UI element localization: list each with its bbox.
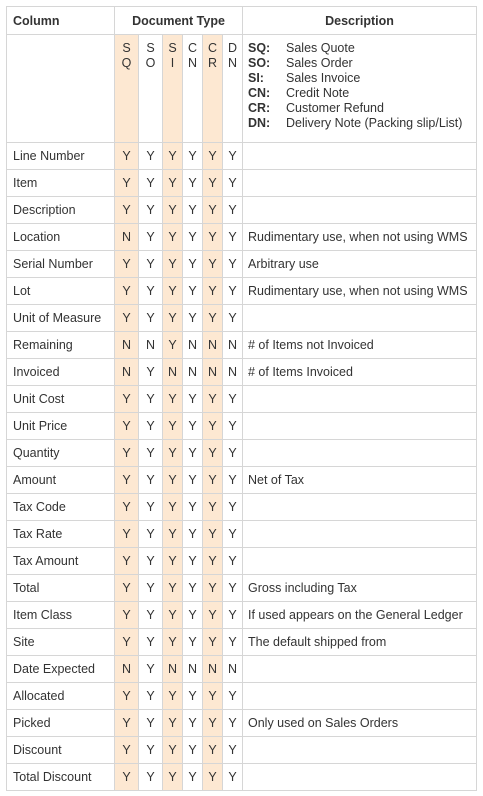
support-flag: Y <box>163 386 183 413</box>
support-flag: Y <box>163 548 183 575</box>
table-row <box>7 710 477 737</box>
doc-code-letter: N <box>187 56 198 70</box>
support-flag: Y <box>203 143 223 170</box>
support-flag: Y <box>139 170 163 197</box>
description-header: Description <box>243 7 477 35</box>
table-row <box>7 332 477 359</box>
row-label: Tax Rate <box>7 521 115 548</box>
support-flag: Y <box>115 575 139 602</box>
support-flag: N <box>115 332 139 359</box>
support-flag: Y <box>223 737 243 764</box>
legend-entry <box>248 86 476 101</box>
row-description: The default shipped from <box>243 629 477 656</box>
row-label: Invoiced <box>7 359 115 386</box>
support-flag: Y <box>203 170 223 197</box>
support-flag: Y <box>115 602 139 629</box>
support-flag: Y <box>139 386 163 413</box>
support-flag: Y <box>139 494 163 521</box>
legend-code: DN: <box>248 116 271 130</box>
support-flag: Y <box>223 575 243 602</box>
doc-code-letter: C <box>187 41 198 55</box>
row-label: Total <box>7 575 115 602</box>
support-flag: Y <box>203 386 223 413</box>
support-flag: Y <box>203 278 223 305</box>
doc-code-letter: O <box>145 56 156 70</box>
support-flag: Y <box>183 413 203 440</box>
table-row <box>7 224 477 251</box>
row-label: Item Class <box>7 602 115 629</box>
support-flag: Y <box>183 467 203 494</box>
support-flag: Y <box>223 548 243 575</box>
support-flag: Y <box>115 440 139 467</box>
table-row <box>7 413 477 440</box>
support-flag: Y <box>115 683 139 710</box>
support-flag: Y <box>115 197 139 224</box>
support-flag: Y <box>223 764 243 791</box>
legend-code: CN: <box>248 86 271 100</box>
row-label: Total Discount <box>7 764 115 791</box>
support-flag: Y <box>183 305 203 332</box>
support-flag: Y <box>183 683 203 710</box>
row-label: Tax Amount <box>7 548 115 575</box>
row-description: Arbitrary use <box>243 251 477 278</box>
support-flag: Y <box>115 170 139 197</box>
legend-name: Sales Order <box>286 56 353 70</box>
legend-entry <box>248 41 476 56</box>
support-flag: N <box>203 359 223 386</box>
support-flag: Y <box>163 305 183 332</box>
column-header: Column <box>7 7 115 35</box>
support-flag: Y <box>115 143 139 170</box>
support-flag: Y <box>139 413 163 440</box>
support-flag: Y <box>183 143 203 170</box>
legend-name: Sales Quote <box>286 41 355 55</box>
support-flag: Y <box>223 602 243 629</box>
support-flag: N <box>183 359 203 386</box>
support-flag: Y <box>163 332 183 359</box>
legend-code: SI: <box>248 71 264 85</box>
support-flag: Y <box>139 629 163 656</box>
support-flag: Y <box>223 278 243 305</box>
support-flag: N <box>163 656 183 683</box>
header-row <box>7 7 477 35</box>
doc-code-header <box>183 35 203 143</box>
doc-code-letter: D <box>227 41 238 55</box>
legend-entry <box>248 116 476 131</box>
support-flag: Y <box>183 251 203 278</box>
support-flag: Y <box>183 197 203 224</box>
row-label: Tax Code <box>7 494 115 521</box>
support-flag: Y <box>139 143 163 170</box>
doc-code-letter: C <box>207 41 218 55</box>
row-description <box>243 170 477 197</box>
doc-code-letter: I <box>170 56 175 70</box>
support-flag: Y <box>183 521 203 548</box>
row-description: Gross including Tax <box>243 575 477 602</box>
document-type-table <box>6 6 477 791</box>
support-flag: Y <box>139 656 163 683</box>
support-flag: Y <box>139 278 163 305</box>
support-flag: N <box>223 656 243 683</box>
support-flag: Y <box>223 467 243 494</box>
support-flag: Y <box>163 197 183 224</box>
legend-name: Customer Refund <box>286 101 384 115</box>
support-flag: Y <box>203 197 223 224</box>
table-row <box>7 251 477 278</box>
support-flag: Y <box>115 710 139 737</box>
support-flag: Y <box>163 224 183 251</box>
support-flag: Y <box>183 386 203 413</box>
support-flag: N <box>223 332 243 359</box>
support-flag: Y <box>163 494 183 521</box>
row-description <box>243 413 477 440</box>
support-flag: Y <box>203 737 223 764</box>
support-flag: N <box>163 359 183 386</box>
table-row <box>7 656 477 683</box>
row-description <box>243 197 477 224</box>
legend-code: SO: <box>248 56 271 70</box>
support-flag: Y <box>115 737 139 764</box>
support-flag: Y <box>183 629 203 656</box>
support-flag: Y <box>139 683 163 710</box>
support-flag: Y <box>223 629 243 656</box>
support-flag: Y <box>223 683 243 710</box>
support-flag: Y <box>223 197 243 224</box>
support-flag: Y <box>115 305 139 332</box>
row-label: Picked <box>7 710 115 737</box>
table-row <box>7 548 477 575</box>
support-flag: Y <box>203 548 223 575</box>
support-flag: Y <box>115 386 139 413</box>
support-flag: Y <box>223 710 243 737</box>
support-flag: Y <box>203 629 223 656</box>
document-type-header: Document Type <box>115 7 243 35</box>
support-flag: Y <box>203 440 223 467</box>
support-flag: Y <box>163 575 183 602</box>
row-label: Lot <box>7 278 115 305</box>
legend-code: SQ: <box>248 41 271 55</box>
table-row <box>7 440 477 467</box>
table-row <box>7 683 477 710</box>
table-row <box>7 494 477 521</box>
row-label: Discount <box>7 737 115 764</box>
support-flag: Y <box>139 521 163 548</box>
legend-entry <box>248 101 476 116</box>
row-description: # of Items not Invoiced <box>243 332 477 359</box>
table-row <box>7 737 477 764</box>
support-flag: Y <box>139 359 163 386</box>
support-flag: Y <box>115 467 139 494</box>
doc-code-letter: N <box>227 56 238 70</box>
support-flag: N <box>183 656 203 683</box>
table-row <box>7 629 477 656</box>
support-flag: Y <box>139 710 163 737</box>
table-row <box>7 602 477 629</box>
table-row <box>7 521 477 548</box>
table-row <box>7 305 477 332</box>
doc-code-header <box>115 35 139 143</box>
legend-name: Delivery Note (Packing slip/List) <box>286 116 463 130</box>
row-description: Rudimentary use, when not using WMS <box>243 224 477 251</box>
support-flag: Y <box>223 494 243 521</box>
row-description <box>243 683 477 710</box>
support-flag: Y <box>223 170 243 197</box>
support-flag: Y <box>115 548 139 575</box>
row-description <box>243 521 477 548</box>
row-description <box>243 305 477 332</box>
row-description: Only used on Sales Orders <box>243 710 477 737</box>
row-label: Item <box>7 170 115 197</box>
support-flag: Y <box>203 467 223 494</box>
table-row <box>7 143 477 170</box>
support-flag: Y <box>115 764 139 791</box>
legend-entry <box>248 71 476 86</box>
doc-code-letter: R <box>207 56 218 70</box>
doc-code-letter: S <box>122 41 131 55</box>
support-flag: Y <box>139 305 163 332</box>
support-flag: Y <box>203 305 223 332</box>
support-flag: Y <box>115 629 139 656</box>
document-type-legend <box>243 35 477 143</box>
row-label: Serial Number <box>7 251 115 278</box>
support-flag: Y <box>183 764 203 791</box>
support-flag: Y <box>139 737 163 764</box>
support-flag: Y <box>223 251 243 278</box>
support-flag: Y <box>183 494 203 521</box>
support-flag: Y <box>163 629 183 656</box>
support-flag: Y <box>139 197 163 224</box>
row-label: Unit Price <box>7 413 115 440</box>
support-flag: Y <box>203 494 223 521</box>
row-description: If used appears on the General Ledger <box>243 602 477 629</box>
document-codes-row <box>7 35 477 143</box>
support-flag: Y <box>139 251 163 278</box>
support-flag: Y <box>139 764 163 791</box>
support-flag: Y <box>223 386 243 413</box>
table-row <box>7 170 477 197</box>
support-flag: N <box>115 656 139 683</box>
support-flag: Y <box>139 224 163 251</box>
support-flag: Y <box>115 278 139 305</box>
support-flag: Y <box>139 440 163 467</box>
support-flag: Y <box>139 575 163 602</box>
support-flag: Y <box>115 521 139 548</box>
support-flag: Y <box>203 575 223 602</box>
support-flag: Y <box>163 278 183 305</box>
support-flag: Y <box>115 251 139 278</box>
row-label: Allocated <box>7 683 115 710</box>
row-label: Unit Cost <box>7 386 115 413</box>
row-description <box>243 440 477 467</box>
support-flag: Y <box>163 737 183 764</box>
support-flag: Y <box>183 548 203 575</box>
support-flag: Y <box>183 440 203 467</box>
doc-code-letter: Q <box>121 56 132 70</box>
support-flag: Y <box>139 467 163 494</box>
doc-code-header <box>223 35 243 143</box>
support-flag: Y <box>203 224 223 251</box>
support-flag: Y <box>223 305 243 332</box>
support-flag: Y <box>163 683 183 710</box>
support-flag: Y <box>115 494 139 521</box>
support-flag: Y <box>223 521 243 548</box>
support-flag: Y <box>203 710 223 737</box>
doc-code-letter: S <box>146 41 155 55</box>
support-flag: Y <box>223 413 243 440</box>
row-label: Quantity <box>7 440 115 467</box>
support-flag: Y <box>163 413 183 440</box>
row-description: # of Items Invoiced <box>243 359 477 386</box>
support-flag: Y <box>203 413 223 440</box>
support-flag: Y <box>183 278 203 305</box>
support-flag: N <box>203 332 223 359</box>
support-flag: Y <box>163 251 183 278</box>
support-flag: N <box>183 332 203 359</box>
support-flag: Y <box>163 170 183 197</box>
row-description <box>243 143 477 170</box>
row-description: Net of Tax <box>243 467 477 494</box>
doc-code-header <box>163 35 183 143</box>
row-description <box>243 737 477 764</box>
legend-name: Sales Invoice <box>286 71 361 85</box>
support-flag: Y <box>163 602 183 629</box>
support-flag: Y <box>203 251 223 278</box>
support-flag: Y <box>183 224 203 251</box>
legend-entry <box>248 56 476 71</box>
legend-name: Credit Note <box>286 86 350 100</box>
support-flag: Y <box>183 170 203 197</box>
table-row <box>7 359 477 386</box>
support-flag: Y <box>203 521 223 548</box>
support-flag: Y <box>115 413 139 440</box>
row-label: Amount <box>7 467 115 494</box>
row-label: Unit of Measure <box>7 305 115 332</box>
codes-empty-cell <box>7 35 115 143</box>
row-description <box>243 764 477 791</box>
doc-code-header <box>139 35 163 143</box>
support-flag: N <box>139 332 163 359</box>
row-description <box>243 656 477 683</box>
support-flag: Y <box>183 602 203 629</box>
support-flag: Y <box>183 737 203 764</box>
doc-code-letter: S <box>168 41 177 55</box>
support-flag: Y <box>163 440 183 467</box>
table-row <box>7 386 477 413</box>
support-flag: Y <box>223 440 243 467</box>
row-description: Rudimentary use, when not using WMS <box>243 278 477 305</box>
support-flag: Y <box>139 548 163 575</box>
support-flag: Y <box>139 602 163 629</box>
row-label: Date Expected <box>7 656 115 683</box>
row-description <box>243 494 477 521</box>
legend-code: CR: <box>248 101 271 115</box>
support-flag: Y <box>163 143 183 170</box>
support-flag: Y <box>223 224 243 251</box>
row-label: Location <box>7 224 115 251</box>
row-description <box>243 548 477 575</box>
table-row <box>7 278 477 305</box>
support-flag: Y <box>223 143 243 170</box>
row-label: Description <box>7 197 115 224</box>
row-label: Remaining <box>7 332 115 359</box>
support-flag: Y <box>183 575 203 602</box>
table-row <box>7 467 477 494</box>
support-flag: Y <box>203 764 223 791</box>
table-row <box>7 764 477 791</box>
support-flag: N <box>115 224 139 251</box>
support-flag: Y <box>163 710 183 737</box>
support-flag: N <box>223 359 243 386</box>
support-flag: N <box>203 656 223 683</box>
row-label: Site <box>7 629 115 656</box>
support-flag: Y <box>163 521 183 548</box>
support-flag: N <box>115 359 139 386</box>
table-row <box>7 575 477 602</box>
row-description <box>243 386 477 413</box>
row-label: Line Number <box>7 143 115 170</box>
support-flag: Y <box>203 683 223 710</box>
support-flag: Y <box>163 764 183 791</box>
support-flag: Y <box>203 602 223 629</box>
table-row <box>7 197 477 224</box>
support-flag: Y <box>163 467 183 494</box>
support-flag: Y <box>183 710 203 737</box>
doc-code-header <box>203 35 223 143</box>
